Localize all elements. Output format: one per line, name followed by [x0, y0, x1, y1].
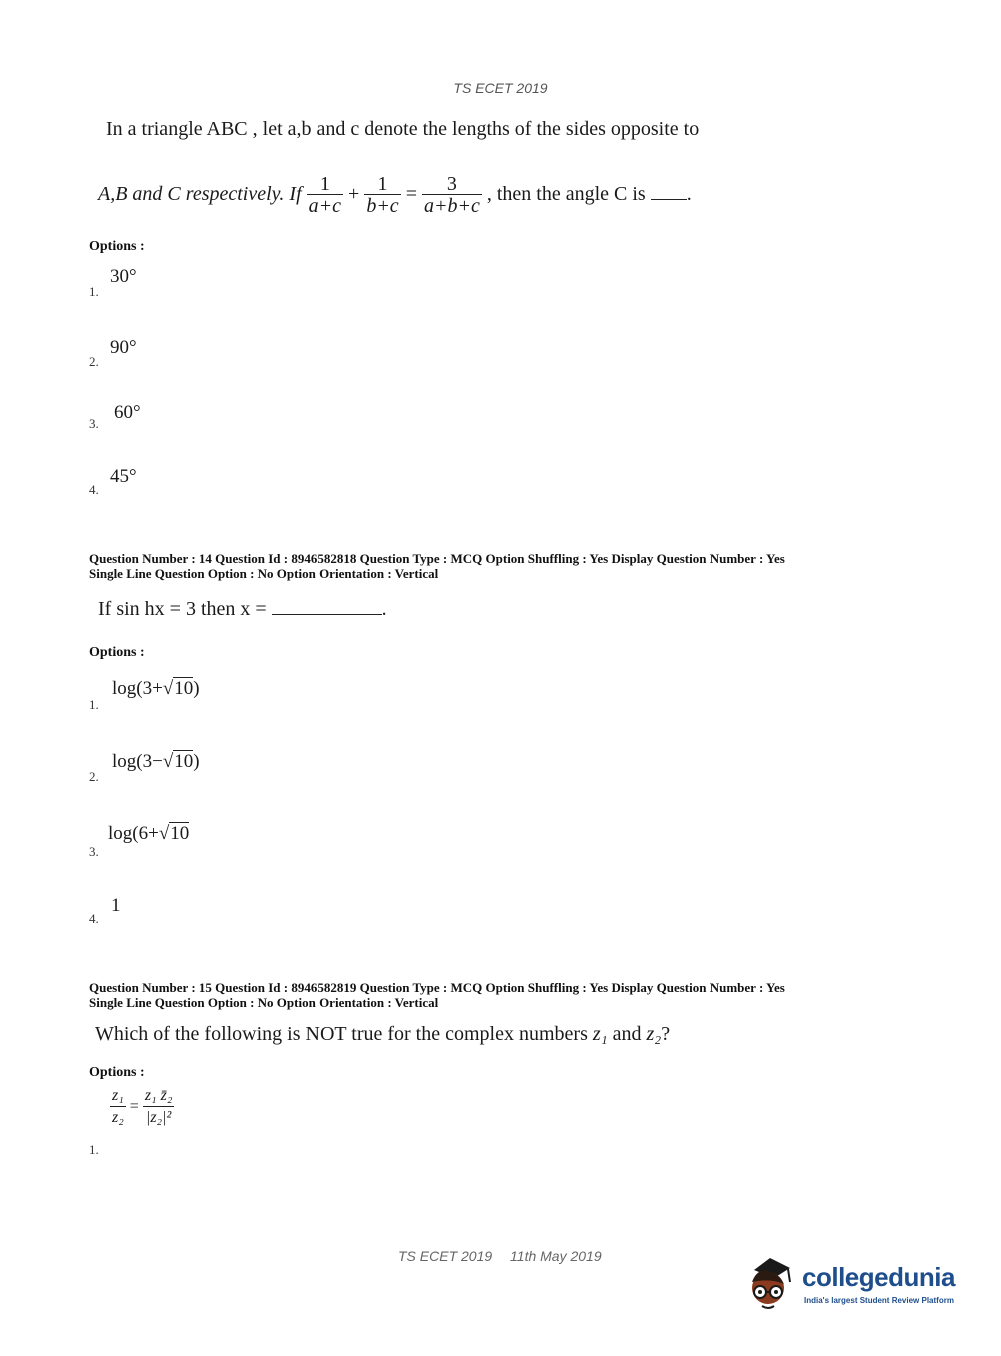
option-value: log(3−√10) — [112, 751, 200, 772]
fraction-2: $\frac{1}{b+c}$ — [366, 173, 399, 217]
option-value: log(3+√10) — [112, 678, 200, 699]
question-15-meta: Question Number : 15 Question Id : 8946582819 Question Type : MCQ Option Shuffling : Yes Display Question Number : Yes Single Line Question Option : No Option Orientation : Vertical — [89, 980, 785, 1010]
option-value: 60° — [114, 402, 141, 423]
option-value: 45° — [110, 466, 137, 487]
question-14-meta: Question Number : 14 Question Id : 8946582818 Question Type : MCQ Option Shuffling : Yes Display Question Number : Yes Single Line Question Option : No Option Orientation : Vertical — [89, 551, 785, 581]
option-value: 90° — [110, 337, 137, 358]
question-13-line2-prefix: A,B and C respectively. If — [98, 183, 302, 206]
answer-blank — [651, 183, 687, 200]
equals-sign: = — [405, 183, 417, 206]
logo-brand: collegedunia — [802, 1262, 955, 1292]
option-number: 2. — [89, 769, 99, 784]
options-label-q15: Options : — [89, 1065, 145, 1080]
options-label-q13: Options : — [89, 239, 145, 254]
question-15-text: Which of the following is NOT true for the complex numbers z₁ and z₂? — [95, 1023, 671, 1045]
option-number: 3. — [89, 844, 99, 859]
fraction-1: $\frac{1}{a+c}$ — [308, 173, 342, 217]
option-number: 1. — [89, 284, 99, 299]
option-value: $\frac{\text{z₁}}{\text{z₂}}$ = $\frac{\text{z₁ z̄₂}}{\text{|z₂|²}}$ — [110, 1086, 174, 1129]
option-value: 30° — [110, 266, 137, 287]
option-number: 3. — [89, 416, 99, 431]
option-value: log(6+√10 — [108, 823, 190, 844]
fraction-3: $\frac{3}{a+b+c}$ — [423, 173, 480, 217]
collegedunia-logo — [740, 1248, 970, 1318]
question-14-text: If sin hx = 3 then x = . — [98, 598, 387, 620]
question-13-line1: In a triangle ABC , let a,b and c denote the lengths of the sides opposite to — [106, 118, 700, 140]
answer-blank — [272, 598, 382, 615]
option-value: 1 — [111, 895, 121, 916]
option-number: 4. — [89, 911, 99, 926]
option-number: 1. — [89, 697, 99, 712]
footer-exam: TS ECET 2019 — [398, 1248, 493, 1264]
page-footer — [398, 1248, 616, 1264]
option-number: 4. — [89, 482, 99, 497]
option-number: 2. — [89, 354, 99, 369]
page-header: TS ECET 2019 — [453, 80, 548, 96]
question-13-line2: A,B and C respectively. If $\frac{1}{a+c}$ + $\frac{1}{b+c}$ = $\frac{3}{a+b+c}$ , then the angle C is . — [98, 173, 692, 217]
option-number: 1. — [89, 1142, 99, 1157]
footer-date: 11th May 2019 — [510, 1248, 602, 1264]
options-label-q14: Options : — [89, 645, 145, 660]
plus-sign: + — [348, 183, 360, 206]
question-13-line2-suffix: , then the angle C is — [486, 183, 646, 206]
mascot-icon — [740, 1248, 802, 1318]
logo-tagline: India's largest Student Review Platform — [804, 1296, 954, 1305]
